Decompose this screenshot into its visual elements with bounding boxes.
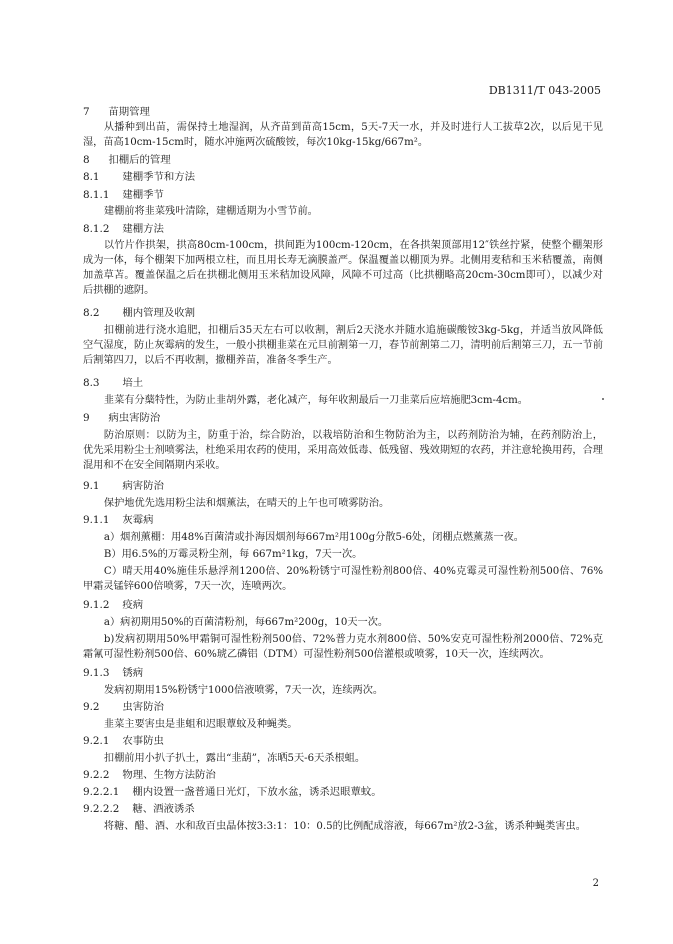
section-number: 8.1.2 [83,223,110,235]
section-7-body: 从播种到出苗，需保持土地湿润，从齐苗到苗高15cm，5天-7天一水，并及时进行人工拔草2次，以后见干见湿，苗高10cm-15cm时，随水冲施两次硫酸铵，每次10kg-15kg/667m²。 [83,122,603,148]
page-number: 2 [592,878,599,889]
section-8-1-1-heading [83,188,164,203]
section-9-1-1-item-c: C）晴天用40%施佳乐悬浮剂1200倍、20%粉锈宁可湿性粉剂800倍、40%克霉灵可湿性粉剂500倍、76%甲霜灵锰锌600倍喷雾，7天一次，连喷两次。 [83,566,603,592]
section-title: 农事防虫 [122,735,164,747]
section-number: 8.3 [83,377,100,389]
section-9-2-1-body: 扣棚前用小扒子扒土，露出“韭葫”，冻晒5天-6天杀根蛆。 [103,753,366,764]
section-9-2-2-2-body: 将糖、醋、酒、水和敌百虫晶体按3:3:1：10：0.5的比例配成溶液，每667m²放2-3盆，诱杀种蝇类害虫。 [103,821,586,832]
section-number: 9.2.1 [83,735,110,747]
section-number: 9.2.2 [83,769,110,781]
section-8-3-heading [83,376,143,391]
section-9-2-2-2-heading [83,802,195,817]
section-number: 8 [83,154,90,166]
section-title: 扣棚后的管理 [108,154,171,166]
section-8-2-body: 扣棚前进行浇水追肥，扣棚后35天左右可以收割，割后2天浇水并随水追施碳酸铵3kg-5kg，并适当放风降低空气湿度，防止灰霉病的发生，一般小拱棚韭菜在元旦前割第一刀，春节前割第二刀，清明前后割第三刀，五一节前后割第四刀，以后不再收割，撤棚养苗，准备冬季生产。 [83,325,603,366]
section-8-3-body: 韭菜有分蘖特性，为防止韭胡外露，老化减产，每年收割最后一刀韭菜后应培施肥3cm-4cm。 [103,395,528,406]
section-8-heading [83,153,171,168]
section-8-1-1-body: 建棚前将韭菜残叶清除，建棚适期为小雪节前。 [103,206,318,217]
section-title: 棚内管理及收割 [122,307,196,319]
section-9-1-3-heading [83,666,143,681]
section-9-1-2-item-a: a）病初期用50%的百菌清粉剂，每667m²200g，10天一次。 [103,617,389,628]
section-title: 建棚季节和方法 [122,171,196,183]
section-number: 8.2 [83,307,100,319]
section-number: 9.1.3 [83,667,110,679]
section-9-2-2-1-heading [83,785,382,800]
section-number: 9.1.1 [83,514,110,526]
section-9-2-2-heading [83,768,216,783]
section-number: 8.1 [83,171,100,183]
section-9-body: 防治原则：以防为主，防重于治，综合防治，以栽培防治和生物防治为主，以药剂防治为辅，在药剂防治上，优先采用粉尘士剂喷雾法，杜绝采用农药的使用，采用高效低毒、低残留、残效期短的农药，并注意轮换用药，合理混用和不在安全间隔期内采收。 [83,430,603,471]
section-number: 9.1.2 [83,599,110,611]
section-number: 9.2.2.1 [83,786,120,798]
section-number: 8.1.1 [83,189,110,201]
section-number: 9.2.2.2 [83,803,120,815]
section-title: 培土 [122,377,144,389]
section-9-1-3-body: 发病初期用15%粉锈宁1000倍液喷雾，7天一次，连续两次。 [103,685,384,696]
section-9-heading [83,411,160,426]
section-title: 棚内设置一盏普通日光灯，下放水盆，诱杀迟眼蕈蚊。 [132,786,382,798]
section-title: 苗期管理 [108,106,150,118]
section-title: 灰霉病 [122,514,154,526]
section-title: 病害防治 [122,480,164,492]
section-title: 虫害防治 [122,701,164,713]
section-9-1-heading [83,479,164,494]
section-8-1-heading [83,170,195,185]
section-8-2-heading [83,306,195,321]
section-9-2-heading [83,700,164,715]
section-9-1-1-item-b: B）用6.5%的万霉灵粉尘剂，每 667m²1kg，7天一次。 [103,549,363,560]
section-9-1-2-item-b: b)发病初期用50%甲霜铜可湿性粉剂500倍、72%普力克水剂800倍、50%安克可湿性粉剂2000倍、72%克霜氰可湿性粉剂500倍、60%琥乙磷铝（DTM）可湿性粉剂500倍灌根或喷雾，10天一次，连续两次。 [83,634,603,660]
section-9-2-1-heading [83,734,164,749]
section-title: 建棚方法 [122,223,164,235]
section-9-1-1-heading [83,513,153,528]
section-number: 9 [83,412,90,424]
section-title: 糖、酒液诱杀 [132,803,195,815]
section-title: 锈病 [122,667,144,679]
section-9-1-2-heading [83,598,143,613]
section-title: 建棚季节 [122,189,164,201]
section-title: 病虫害防治 [108,412,161,424]
section-title: 物理、生物方法防治 [122,769,216,781]
section-8-1-2-body: 以竹片作拱架，拱高80cm-100cm，拱间距为100cm-120cm，在各拱架顶部用12″铁丝拧紧，使整个棚架形成为一体，每个棚架下加两根立柱，而且用长寿无滴膜盖严。保温覆盖以棚顶为界。北侧用麦秸和玉米秸覆盖，南侧加盖草苫。覆盖保温之后在拱棚北侧用玉米秸加设风障，风障不可过高（比拱棚略高20cm-30cm即可），以减少对后拱棚的遮阴。 [83,240,603,296]
section-8-1-2-heading [83,222,164,237]
section-title: 疫病 [122,599,144,611]
section-number: 7 [83,106,90,118]
section-number: 9.2 [83,701,100,713]
standard-code: DB1311/T 043-2005 [488,84,601,97]
section-7-heading [83,105,150,120]
section-9-1-1-item-a: a）烟剂薰棚：用48%百菌清或扑海因烟剂每667m²用100g分散5-6处，闭棚点燃薰蒸一夜。 [103,532,524,543]
section-number: 9.1 [83,480,100,492]
scan-dot [602,398,604,400]
section-9-2-body: 韭菜主要害虫是韭蛆和迟眼蕈蚊及种蝇类。 [103,719,298,730]
section-9-1-body: 保护地优先选用粉尘法和烟薰法，在晴天的上午也可喷雾防治。 [103,498,390,509]
